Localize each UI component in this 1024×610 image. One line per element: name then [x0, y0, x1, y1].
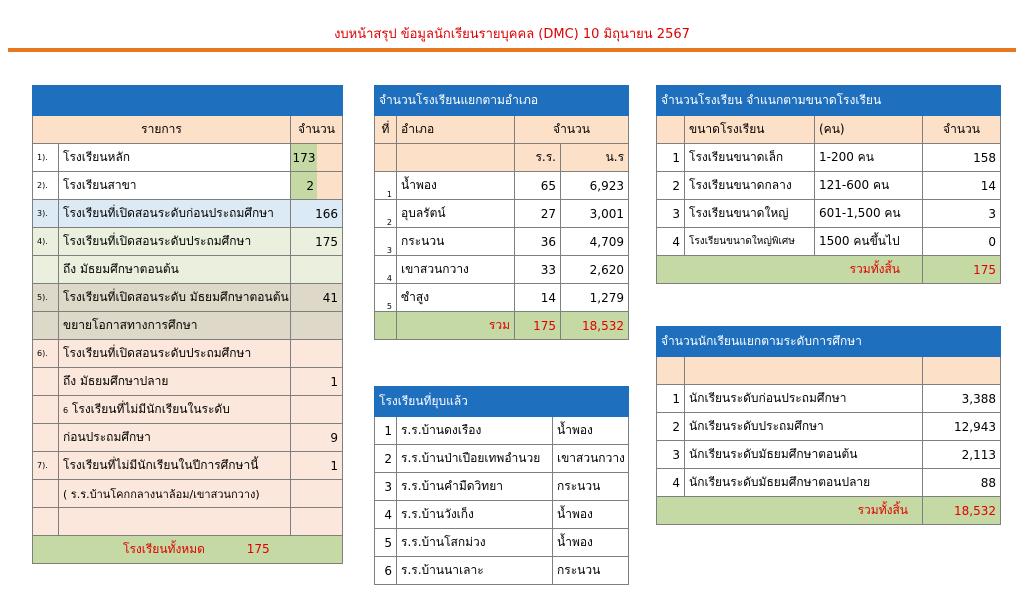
summary-value: 1: [291, 452, 343, 480]
summary-total-row: [33, 536, 343, 564]
summary-value: 2: [291, 172, 343, 200]
closed-no: 6: [375, 557, 397, 585]
summary-idx: 3).: [33, 200, 59, 228]
level-total-value: 18,532: [923, 497, 1001, 525]
district-sub-empty: [375, 144, 397, 172]
closed-no: 5: [375, 529, 397, 557]
district-students: 2,620: [561, 256, 629, 284]
summary-label: ถึง มัธยมศึกษาตอนต้น: [59, 256, 291, 284]
summary-label: โรงเรียนที่เปิดสอนระดับประถมศึกษา: [59, 228, 291, 256]
level-count: 12,943: [923, 413, 1001, 441]
district-name: อุบลรัตน์: [397, 200, 515, 228]
summary-value: [291, 480, 343, 508]
district-sub-students: น.ร: [561, 144, 629, 172]
level-count: 2,113: [923, 441, 1001, 469]
summary-value: [291, 340, 343, 368]
closed-district: น้ำพอง: [553, 501, 629, 529]
district-students: 4,709: [561, 228, 629, 256]
closed-name: ร.ร.บ้านป่าเปือยเทพอำนวย: [397, 445, 553, 473]
district-sub-schools: ร.ร.: [515, 144, 561, 172]
district-col-count: จำนวน: [515, 116, 629, 144]
district-schools: 14: [515, 284, 561, 312]
summary-idx: [33, 508, 59, 536]
summary-label: โรงเรียนสาขา: [59, 172, 291, 200]
summary-idx: [33, 368, 59, 396]
summary-idx: [33, 480, 59, 508]
summary-table: [32, 85, 343, 564]
size-name: โรงเรียนขนาดใหญ่: [685, 200, 815, 228]
summary-value: [291, 312, 343, 340]
district-students: 6,923: [561, 172, 629, 200]
district-schools: 36: [515, 228, 561, 256]
closed-table-title: โรงเรียนที่ยุบแล้ว: [375, 387, 629, 417]
size-range: 601-1,500 คน: [815, 200, 923, 228]
summary-value: [291, 396, 343, 424]
district-name: กระนวน: [397, 228, 515, 256]
district-total-label: รวม: [397, 312, 515, 340]
summary-idx: [33, 424, 59, 452]
student-level-table: [656, 326, 1001, 525]
summary-idx: [33, 256, 59, 284]
size-col-people: (คน): [815, 116, 923, 144]
summary-value: [291, 508, 343, 536]
summary-value: 173: [291, 144, 343, 172]
size-no: 1: [657, 144, 685, 172]
summary-value: [291, 256, 343, 284]
summary-idx: 5).: [33, 284, 59, 312]
summary-header-bar: [33, 86, 343, 116]
summary-idx: 7).: [33, 452, 59, 480]
district-total-schools: 175: [515, 312, 561, 340]
level-no: 2: [657, 413, 685, 441]
summary-col-count: จำนวน: [291, 116, 343, 144]
level-count: 3,388: [923, 385, 1001, 413]
district-total-students: 18,532: [561, 312, 629, 340]
summary-total-label: โรงเรียนทั้งหมด: [123, 542, 205, 556]
level-no: 1: [657, 385, 685, 413]
district-name: ซำสูง: [397, 284, 515, 312]
school-size-table: [656, 85, 1001, 284]
size-range: 1500 คนขึ้นไป: [815, 228, 923, 256]
level-no: 3: [657, 441, 685, 469]
closed-district: กระนวน: [553, 557, 629, 585]
district-schools: 27: [515, 200, 561, 228]
level-name: นักเรียนระดับมัธยมศึกษาตอนปลาย: [685, 469, 923, 497]
summary-value: 166: [291, 200, 343, 228]
closed-name: ร.ร.บ้านวังเก็ง: [397, 501, 553, 529]
closed-district: กระนวน: [553, 473, 629, 501]
summary-col-item: รายการ: [33, 116, 291, 144]
level-header-empty: [685, 357, 923, 385]
district-name: เขาสวนกวาง: [397, 256, 515, 284]
summary-idx-empty: [33, 396, 59, 424]
district-no: 4: [375, 256, 397, 284]
level-header-empty: [657, 357, 685, 385]
summary-label: [59, 508, 291, 536]
size-col-size: ขนาดโรงเรียน: [685, 116, 815, 144]
summary-value: 1: [291, 368, 343, 396]
size-no: 4: [657, 228, 685, 256]
summary-idx: [33, 312, 59, 340]
district-name: น้ำพอง: [397, 172, 515, 200]
district-no: 2: [375, 200, 397, 228]
summary-label: โรงเรียนที่เปิดสอนระดับประถมศึกษา: [59, 340, 291, 368]
summary-total-value: 175: [246, 542, 270, 556]
district-no: 5: [375, 284, 397, 312]
level-name: นักเรียนระดับมัธยมศึกษาตอนต้น: [685, 441, 923, 469]
size-col-empty: [657, 116, 685, 144]
closed-name: ร.ร.บ้านดงเรือง: [397, 417, 553, 445]
district-no: 1: [375, 172, 397, 200]
level-count: 88: [923, 469, 1001, 497]
size-count: 14: [923, 172, 1001, 200]
level-table-title: จำนวนนักเรียนแยกตามระดับการศึกษา: [657, 327, 1001, 357]
size-count: 158: [923, 144, 1001, 172]
size-no: 3: [657, 200, 685, 228]
district-schools: 33: [515, 256, 561, 284]
district-sub-empty: [397, 144, 515, 172]
closed-district: น้ำพอง: [553, 529, 629, 557]
level-total-label: รวมทั้งสิ้น: [657, 497, 923, 525]
summary-label: ขยายโอกาสทางการศึกษา: [59, 312, 291, 340]
summary-label: โรงเรียนที่เปิดสอนระดับก่อนประถมศึกษา: [59, 200, 291, 228]
closed-name: ร.ร.บ้านนาเลาะ: [397, 557, 553, 585]
summary-label: โรงเรียนที่ไม่มีนักเรียนในปีการศึกษานี้: [59, 452, 291, 480]
size-name: โรงเรียนขนาดเล็ก: [685, 144, 815, 172]
summary-idx: 4).: [33, 228, 59, 256]
size-range: 1-200 คน: [815, 144, 923, 172]
size-name: โรงเรียนขนาดใหญ่พิเศษ: [685, 228, 815, 256]
summary-label: โรงเรียนหลัก: [59, 144, 291, 172]
summary-label: โรงเรียนที่เปิดสอนระดับ มัธยมศึกษาตอนต้น: [59, 284, 291, 312]
level-no: 4: [657, 469, 685, 497]
district-table: [374, 85, 629, 340]
size-count: 0: [923, 228, 1001, 256]
size-total-label: รวมทั้งสิ้น: [657, 256, 923, 284]
level-name: นักเรียนระดับประถมศึกษา: [685, 413, 923, 441]
district-col-name: อำเภอ: [397, 116, 515, 144]
closed-no: 1: [375, 417, 397, 445]
summary-idx: 2).: [33, 172, 59, 200]
summary-label: ถึง มัธยมศึกษาปลาย: [59, 368, 291, 396]
district-schools: 65: [515, 172, 561, 200]
summary-label: ก่อนประถมศึกษา: [59, 424, 291, 452]
district-table-title: จำนวนโรงเรียนแยกตามอำเภอ: [375, 86, 629, 116]
summary-idx: 6).: [33, 340, 59, 368]
summary-value: 41: [291, 284, 343, 312]
summary-label: ( ร.ร.บ้านโคกกลางนาล้อม/เขาสวนกวาง): [59, 480, 291, 508]
closed-name: ร.ร.บ้านโสกม่วง: [397, 529, 553, 557]
summary-idx: 1).: [33, 144, 59, 172]
size-name: โรงเรียนขนาดกลาง: [685, 172, 815, 200]
district-students: 1,279: [561, 284, 629, 312]
closed-district: น้ำพอง: [553, 417, 629, 445]
size-range: 121-600 คน: [815, 172, 923, 200]
summary-value: 175: [291, 228, 343, 256]
orange-divider: [8, 48, 1016, 52]
district-col-no: ที่: [375, 116, 397, 144]
district-no: 3: [375, 228, 397, 256]
size-total-value: 175: [923, 256, 1001, 284]
page-title: งบหน้าสรุป ข้อมูลนักเรียนรายบุคคล (DMC) 10 มิถุนายน 2567: [334, 27, 690, 42]
closed-schools-table: [374, 386, 629, 585]
size-no: 2: [657, 172, 685, 200]
size-count: 3: [923, 200, 1001, 228]
closed-name: ร.ร.บ้านคำมืดวิทยา: [397, 473, 553, 501]
level-name: นักเรียนระดับก่อนประถมศึกษา: [685, 385, 923, 413]
closed-district: เขาสวนกวาง: [553, 445, 629, 473]
closed-no: 2: [375, 445, 397, 473]
summary-label: 6 โรงเรียนที่ไม่มีนักเรียนในระดับ: [59, 396, 291, 424]
district-students: 3,001: [561, 200, 629, 228]
closed-no: 4: [375, 501, 397, 529]
closed-no: 3: [375, 473, 397, 501]
district-total-empty: [375, 312, 397, 340]
size-table-title: จำนวนโรงเรียน จำแนกตามขนาดโรงเรียน: [657, 86, 1001, 116]
size-col-count: จำนวน: [923, 116, 1001, 144]
level-header-empty: [923, 357, 1001, 385]
summary-value: 9: [291, 424, 343, 452]
